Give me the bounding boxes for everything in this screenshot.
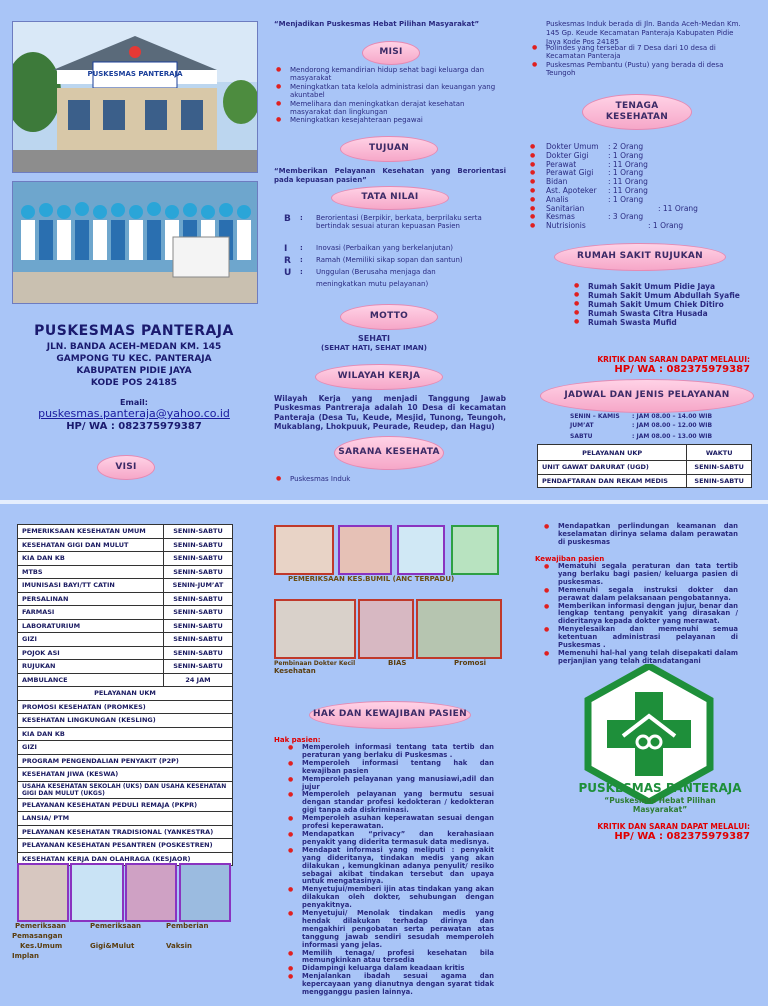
misi-item: ● Mendorong kemandirian hidup sehat bagi keluarga dan masyarakat	[274, 66, 506, 83]
tata-nilai-row	[284, 280, 506, 292]
tujuan-text: “Memberikan Pelayanan Kesehatan yang Berorientasi pada kepuasan pasien”	[274, 167, 506, 184]
table-row	[18, 754, 233, 768]
address-line: GAMPONG TU KEC. PANTERAJA	[56, 354, 212, 364]
kewajiban-item: ● Memenuhi segala instruksi dokter dan perawat dalam pelaksanaan pengobatannya.	[542, 587, 738, 603]
tenaga-row: ● Perawat Gigi : 1 Orang	[530, 168, 644, 178]
tenaga-row: ● Kesmas : 3 Orang	[530, 212, 644, 222]
jadwal-list	[570, 413, 750, 442]
hak-item: ● Didampingi keluarga dalam keadaan kritis	[286, 965, 494, 973]
tenaga-role: Analis	[546, 194, 569, 204]
tata-sep	[300, 280, 316, 292]
table-cell: KIA DAN KB	[18, 727, 233, 741]
hak-item: ● Memperoleh informasi tentang tata tertib dan peraturan yang berlaku di Puskesmas .	[286, 744, 494, 760]
tata-nilai-pill: TATA NILAI	[331, 186, 449, 210]
table-row	[18, 798, 233, 812]
tenaga-role: Bidan	[546, 177, 568, 187]
tenaga-row: ● Dokter Umum : 2 Orang	[530, 142, 644, 151]
kritik-label: KRITIK DAN SARAN DAPAT MELALUI:	[597, 355, 750, 364]
tenaga-count: : 11 Orang	[658, 203, 698, 213]
table-cell: 24 JAM	[164, 673, 233, 687]
table-cell: KIA DAN KB	[18, 552, 164, 566]
table-cell: USAHA KESEHATAN SEKOLAH (UKS) DAN USAHA KESEHATAN GIGI DAN MULUT (UKGS)	[18, 781, 233, 798]
tenaga-count: : 1 Orang	[608, 150, 644, 160]
table-row	[18, 727, 233, 741]
tenaga-role: Ast. Apoteker	[546, 185, 597, 195]
table-cell: SENIN-SABTU	[164, 646, 233, 660]
address-line: KABUPATEN PIDIE JAYA	[76, 366, 192, 376]
hak-label: Hak pasien:	[274, 736, 321, 744]
tenaga-list	[530, 143, 730, 231]
tenaga-role: Nutrisionis	[546, 221, 586, 231]
sarana-kesehatan-pill: SARANA KESEHATA	[334, 436, 444, 470]
address-line: JLN. BANDA ACEH-MEDAN KM. 145	[46, 342, 222, 352]
table-cell: KESEHATAN GIGI DAN MULUT	[18, 538, 164, 552]
sarana-detail-list	[530, 44, 746, 78]
table-row	[18, 565, 233, 579]
table-row	[18, 660, 233, 674]
table-header-cell: PELAYANAN UKP	[538, 445, 687, 461]
photo-implan	[17, 863, 69, 922]
visi-text: “Menjadikan Puskesmas Hebat Pilihan Masyarakat”	[274, 20, 480, 28]
photo-bias	[358, 599, 414, 659]
jadwal-time: : JAM 08.00 – 13.00 WIB	[632, 433, 713, 440]
table-row	[18, 812, 233, 826]
tata-text: Ramah (Memiliki sikap sopan dan santun)	[316, 256, 463, 264]
caption-line: Kesehatan	[274, 667, 316, 675]
tagline-line: “Puskesmas Hebat Pilihan	[604, 796, 716, 805]
logo-tagline	[560, 796, 760, 814]
photo-kes-umum	[70, 863, 124, 922]
sarana-detail-text: Puskesmas Induk berada di Jln. Banda Aceh-Medan Km. 145 Gp. Keude Kecamatan Panteraja Kabupaten Pidie Jaya Kode Pos 24185	[546, 20, 741, 46]
table-row	[18, 700, 233, 714]
table-cell: PEMERIKSAAN KESEHATAN UMUM	[18, 525, 164, 539]
photo-vaksin	[179, 863, 231, 922]
table-row	[18, 592, 233, 606]
rujukan-item: ● Rumah Swasta Citra Husada	[572, 309, 762, 318]
tenaga-count: : 3 Orang	[608, 212, 644, 222]
jadwal-pill: JADWAL DAN JENIS PELAYANAN	[540, 379, 754, 413]
table-cell: LABORATURIUM	[18, 619, 164, 633]
table-row	[538, 474, 752, 488]
table-row	[18, 633, 233, 647]
tenaga-row: ● Bidan : 11 Orang	[530, 177, 648, 187]
jadwal-day: SENIN – KAMIS	[570, 413, 620, 420]
table-cell: GIZI	[18, 633, 164, 647]
table-cell: MTBS	[18, 565, 164, 579]
table-header-cell: PELAYANAN UKM	[18, 687, 233, 701]
tata-letter: U	[284, 268, 292, 278]
tenaga-role: Perawat Gigi	[546, 168, 594, 178]
tata-text: meningkatkan mutu pelayanan)	[316, 280, 429, 288]
pembinaan-caption	[274, 660, 355, 675]
table-row	[18, 839, 233, 853]
visi-pill: VISI	[97, 455, 155, 480]
table-row	[18, 619, 233, 633]
bias-caption: BIAS	[388, 659, 407, 667]
table-row	[18, 646, 233, 660]
jadwal-day: SABTU	[570, 433, 593, 440]
tata-nilai-row	[284, 214, 506, 244]
kewajiban-item: ● Menyelesaikan dan memenuhi semua ketentuan administrasi pelayanan di Puskesmas .	[542, 626, 738, 650]
kewajiban-list	[542, 563, 738, 666]
table-row	[18, 741, 233, 755]
table-cell: KESEHATAN KERJA DAN OLAHRAGA (KESJAOR)	[18, 852, 233, 866]
misi-item: ● Meningkatkan kesejahteraan pegawai	[274, 116, 506, 124]
sarana-detail-item: ● Polindes yang tersebar di 7 Desa dari 10 desa di Kecamatan Panteraja	[530, 44, 746, 61]
building-sign-text: PUSKESMAS PANTERAJA	[87, 70, 183, 78]
jadwal-time: : JAM 08.00 – 12.00 WIB	[632, 421, 713, 429]
table-header-cell: WAKTU	[687, 445, 752, 461]
tata-nilai-row	[284, 268, 506, 280]
tenaga-count: : 1 Orang	[648, 221, 684, 231]
email-label: Email:	[120, 398, 148, 407]
photo-promosi	[416, 599, 502, 659]
kritik-hp: HP/ WA : 082375979387	[614, 364, 750, 375]
photo-gigi-mulut	[125, 863, 177, 922]
table-row	[18, 525, 233, 539]
table-cell: SENIN-SABTU	[687, 461, 752, 475]
tenaga-kesehatan-pill: TENAGA KESEHATAN	[582, 94, 692, 130]
table-cell: GIZI	[18, 741, 233, 755]
bumil-caption: PEMERIKSAAN KES.BUMIL (ANC TERPADU)	[288, 575, 455, 583]
table-cell: PELAYANAN KESEHATAN PEDULI REMAJA (PKPR)	[18, 798, 233, 812]
table-cell: LANSIA/ PTM	[18, 812, 233, 826]
tenaga-count: : 1 Orang	[608, 168, 644, 178]
address-line: KODE POS 24185	[90, 378, 178, 388]
table-cell: AMBULANCE	[18, 673, 164, 687]
tata-text: Inovasi (Perbaikan yang berkelanjutan)	[316, 244, 454, 252]
table-cell: SENIN-SABTU	[164, 525, 233, 539]
kewajiban-item: ● Mematuhi segala peraturan dan tata tertib yang berlaku bagi pasien/ keluarga pasien di puskesmas.	[542, 563, 738, 587]
table-cell: KESEHATAN LINGKUNGAN (KESLING)	[18, 714, 233, 728]
photo-bumil-1	[274, 525, 334, 575]
table-cell: PERSALINAN	[18, 592, 164, 606]
hak-item: ● Menyetujui/memberi ijin atas tindakan yang akan dilakukan oleh dokter, sehubungan dengan penyakitnya.	[286, 886, 494, 910]
tenaga-count: : 11 Orang	[608, 185, 648, 195]
motto-main: SEHATI	[358, 334, 390, 343]
table-row	[18, 673, 233, 687]
tata-text: Berorientasi (Berpikir, berkata, berprilaku serta bertindak sesuai aturan kepuasan Pasien	[316, 214, 482, 230]
hak-item: ● Memperoleh asuhan keperawatan sesuai dengan profesi keperawatan.	[286, 815, 494, 831]
caption-pemberian: Pemberian	[166, 922, 209, 930]
wilayah-kerja-text: Wilayah Kerja yang menjadi Tanggung Jawab Puskesmas Pantreraja adalah 10 Desa di kecamatan Panteraja (Desa Tu, Keude, Mesjid, Tunong, Teungoh, Mukablang, Lhokpuuk, Peurade, Reudep, dan Hagu)	[274, 394, 506, 432]
caption-line: Pemeriksaan	[15, 922, 67, 930]
jadwal-row	[570, 433, 750, 442]
tata-sep: :	[300, 268, 303, 276]
hak-cont-list	[542, 523, 738, 547]
sarana-list	[274, 475, 494, 483]
table-cell: SENIN-SABTU	[164, 552, 233, 566]
photo-dokter-kecil	[274, 599, 356, 659]
rujukan-item: ● Rumah Sakit Umum Pidie Jaya	[572, 282, 762, 291]
hak-item: ● Mendapatkan “privacy” dan kerahasiaan penyakit yang diderita termasuk data medisnya.	[286, 831, 494, 847]
kritik-hp-2: HP/ WA : 082375979387	[614, 831, 750, 842]
caption-pemeriksaan-gigi: Pemeriksaan	[90, 922, 142, 930]
table-cell: SENIN-SABTU	[164, 606, 233, 620]
caption-line: Pembinaan Dokter Kecil	[274, 660, 356, 667]
misi-pill: MISI	[362, 41, 420, 65]
table-row	[18, 606, 233, 620]
rujukan-item: ● Rumah Swasta Mufid	[572, 318, 762, 327]
caption-vaksin: Vaksin	[166, 942, 192, 950]
table-cell: PROGRAM PENGENDALIAN PENYAKIT (P2P)	[18, 754, 233, 768]
address-block	[12, 341, 256, 389]
rujukan-item: ● Rumah Sakit Umum Chiek Ditiro	[572, 300, 762, 309]
table-cell: SENIN-JUM’AT	[164, 579, 233, 593]
hak-item: ● Memperoleh pelayanan yang manusiawi,adil dan jujur	[286, 776, 494, 792]
table-row	[18, 714, 233, 728]
ukp-table	[537, 444, 752, 488]
tagline-line: Masyarakat”	[632, 805, 688, 814]
caption-kes-umum: Kes.Umum	[20, 942, 63, 950]
tenaga-row: ● Sanitarian : 11 Orang	[530, 203, 698, 213]
hak-item: ● Memperoleh informasi tentang hak dan kewajiban pasien	[286, 760, 494, 776]
tenaga-row: ● Ast. Apoteker : 11 Orang	[530, 185, 648, 195]
table-cell: SENIN-SABTU	[164, 660, 233, 674]
rujukan-item: ● Rumah Sakit Umum Abdullah Syafie	[572, 291, 762, 300]
tenaga-role: Perawat	[546, 159, 577, 169]
table-row	[18, 538, 233, 552]
kritik-label-2: KRITIK DAN SARAN DAPAT MELALUI:	[597, 822, 750, 831]
tata-sep: :	[300, 244, 303, 252]
tata-letter: I	[284, 244, 288, 254]
tata-letter	[284, 280, 300, 292]
rumah-sakit-rujukan-pill: RUMAH SAKIT RUJUKAN	[554, 243, 726, 271]
tata-nilai-list	[284, 214, 506, 292]
motto-sub: (SEHAT HATI, SEHAT IMAN)	[321, 344, 427, 352]
table-cell: SENIN-SABTU	[164, 538, 233, 552]
table-cell: SENIN-SABTU	[687, 474, 752, 488]
table-cell: UNIT GAWAT DARURAT (UGD)	[538, 461, 687, 475]
tata-sep: :	[300, 214, 303, 222]
tata-sep: :	[300, 256, 303, 264]
table-cell: SENIN-SABTU	[164, 633, 233, 647]
hak-item: ● Menyetujui/ Menolak tindakan medis yang hendak dilakukan terhadap dirinya dan mengakhiri pengobatan serta perawatan atas tanggung jawab sendiri sesudah memperoleh informasi yang jelas.	[286, 910, 494, 950]
table-row	[18, 552, 233, 566]
table-cell: PENDAFTARAN DAN REKAM MEDIS	[538, 474, 687, 488]
page-divider	[0, 500, 768, 504]
rujukan-list	[572, 282, 762, 327]
tenaga-role: Dokter Umum	[546, 142, 599, 151]
jadwal-row	[570, 422, 750, 431]
motto-pill: MOTTO	[340, 304, 438, 330]
tujuan-pill: TUJUAN	[340, 136, 438, 162]
table-row	[18, 687, 233, 701]
table-cell: FARMASI	[18, 606, 164, 620]
table-cell: PELAYANAN KESEHATAN TRADISIONAL (YANKESTRA)	[18, 825, 233, 839]
tenaga-count: : 1 Orang	[608, 194, 644, 204]
table-cell: IMUNISASI BAYI/TT CATIN	[18, 579, 164, 593]
table-cell: RUJUKAN	[18, 660, 164, 674]
tenaga-row: ● Perawat : 11 Orang	[530, 159, 648, 169]
tenaga-count: : 11 Orang	[608, 159, 648, 169]
photo-bumil-4	[451, 525, 499, 575]
table-cell: PROMOSI KESEHATAN (PROMKES)	[18, 700, 233, 714]
caption-gigi-mulut: Gigi&Mulut	[90, 942, 135, 950]
kewajiban-item: ● Memberikan informasi dengan jujur, benar dan lengkap tentang penyakit yang dirasakan / dideritanya kepada dokter yang merawat.	[542, 603, 738, 627]
sarana-item: ● Puskesmas Induk	[274, 475, 494, 483]
table-row	[18, 825, 233, 839]
wilayah-kerja-pill: WILAYAH KERJA	[315, 364, 443, 390]
clinic-name: PUSKESMAS PANTERAJA	[34, 323, 234, 339]
photo-bumil-2	[338, 525, 392, 575]
tenaga-role: Dokter Gigi	[546, 150, 589, 160]
tenaga-count: : 2 Orang	[608, 142, 644, 151]
misi-list	[274, 66, 506, 125]
caption-implan: Implan	[12, 952, 40, 960]
jadwal-time: : JAM 08.00 – 14.00 WIB	[632, 413, 713, 420]
kewajiban-label: Kewajiban pasien	[535, 555, 605, 563]
tata-letter: B	[284, 214, 291, 224]
table-row	[18, 781, 233, 798]
kewajiban-item: ● Memenuhi hal-hal yang telah disepakati dalam perjanjian yang telah ditandatangani	[542, 650, 738, 666]
hak-item: ● Memperoleh pelayanan yang bermutu sesuai dengan standar profesi kedokteran / kedokteran gigi tanpa ada diskriminasi.	[286, 791, 494, 815]
hak-kewajiban-pill: HAK DAN KEWAJIBAN PASIEN	[309, 701, 471, 729]
tata-text: Unggulan (Berusaha menjaga dan	[316, 268, 436, 276]
tenaga-row: ● Analis : 1 Orang	[530, 194, 644, 204]
jadwal-row	[570, 413, 750, 422]
table-cell: POJOK ASI	[18, 646, 164, 660]
table-cell: PELAYANAN KESEHATAN PESANTREN (POSKESTREN)	[18, 839, 233, 853]
table-row	[538, 445, 752, 461]
hak-item: ● Memilih tenaga/ profesi kesehatan bila memungkinkan atau tersedia	[286, 950, 494, 966]
table-cell: SENIN-SABTU	[164, 565, 233, 579]
tenaga-role: Sanitarian	[546, 203, 585, 213]
table-cell: SENIN-SABTU	[164, 619, 233, 633]
email-link[interactable]: puskesmas.panteraja@yahoo.co.id	[38, 407, 230, 420]
caption-pemasangan: Pemasangan	[12, 932, 63, 940]
tata-nilai-row	[284, 256, 506, 268]
promosi-caption: Promosi	[454, 659, 487, 667]
jadwal-day: JUM’AT	[570, 421, 594, 429]
building-photo	[12, 21, 258, 173]
tata-nilai-row	[284, 244, 506, 256]
tenaga-role: Kesmas	[546, 212, 575, 222]
caption-pemeriksaan-kes-umum	[12, 922, 66, 930]
tenaga-row: ● Nutrisionis : 1 Orang	[530, 221, 684, 231]
table-row	[538, 461, 752, 475]
tenaga-row: ● Dokter Gigi : 1 Orang	[530, 150, 644, 160]
table-cell: KESEHATAN JIWA (KESWA)	[18, 768, 233, 782]
table-row	[18, 768, 233, 782]
hak-item: ● Mendapatkan perlindungan keamanan dan keselamatan dirinya selama dalam perawatan di puskesmas	[542, 523, 738, 547]
hak-list	[286, 744, 494, 997]
photo-bumil-3	[397, 525, 445, 575]
table-row	[18, 579, 233, 593]
hak-item: ● Menjalankan ibadah sesuai agama dan kepercayaan yang dianutnya dengan syarat tidak mengganggu pasien lainnya.	[286, 973, 494, 997]
hak-item: ● Mendapat informasi yang meliputi : penyakit yang dideritanya, tindakan medis yang akan dilakukan , kemungkinan adanya penyulit/ resiko sebagai akibat tindakan tersebut dan upaya untuk mengatasinya.	[286, 847, 494, 887]
hp-number: HP/ WA : 082375979387	[66, 421, 202, 432]
services-table	[17, 524, 233, 866]
tata-letter: R	[284, 256, 291, 266]
table-cell: SENIN-SABTU	[164, 592, 233, 606]
tenaga-count: : 11 Orang	[608, 177, 648, 187]
misi-item: ● Meningkatkan tata kelola administrasi dan keuangan yang akuntabel	[274, 83, 506, 100]
logo-name: PUSKESMAS PANTERAJA	[578, 781, 742, 795]
sarana-detail-item: ● Puskesmas Pembantu (Pustu) yang berada di desa Teungoh	[530, 61, 746, 78]
staff-group-photo	[12, 181, 258, 304]
misi-item: ● Memelihara dan meningkatkan derajat kesehatan masyarakat dan lingkungan	[274, 100, 506, 117]
